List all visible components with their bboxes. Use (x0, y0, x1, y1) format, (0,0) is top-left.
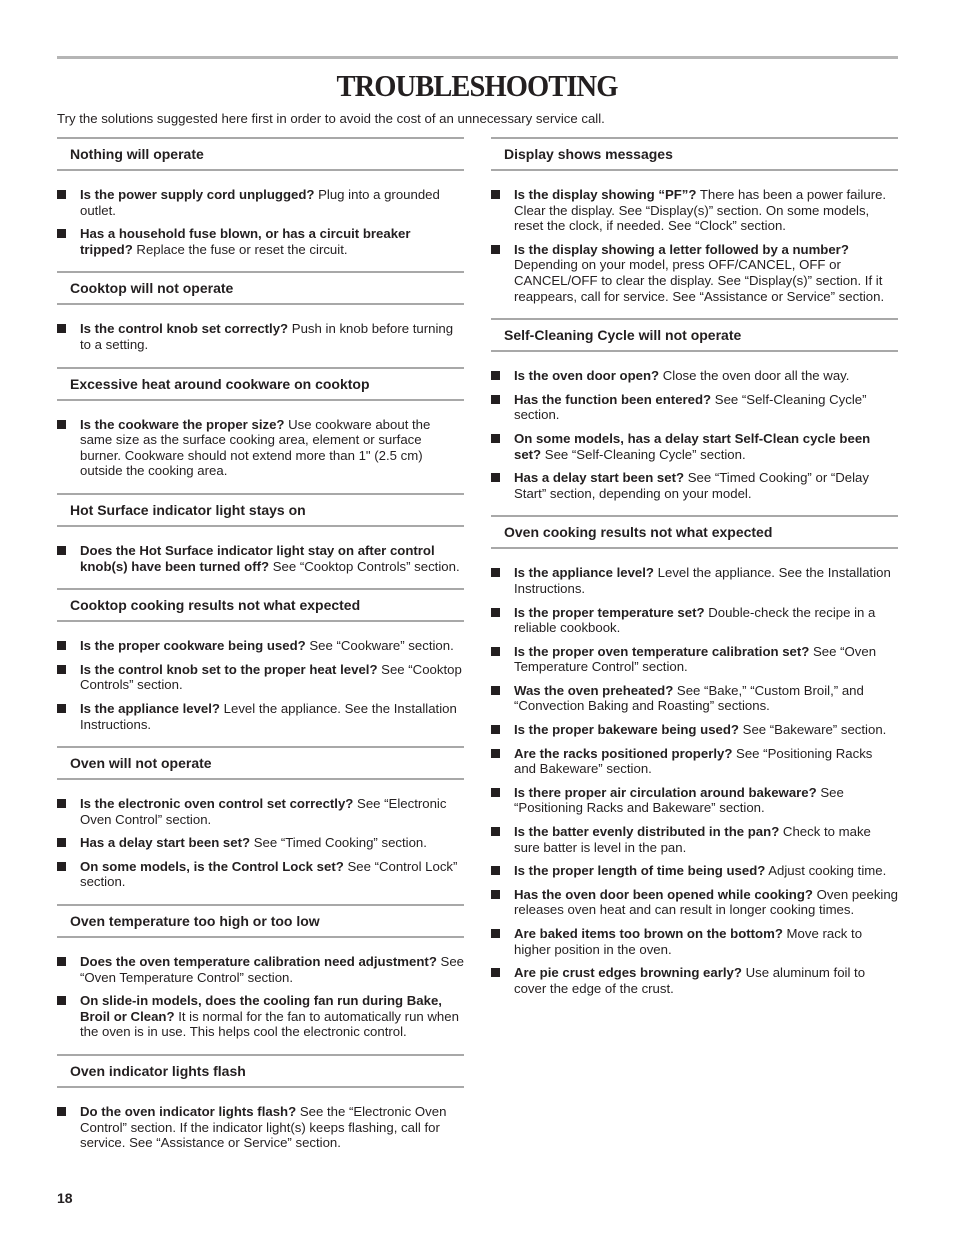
troubleshooting-item (57, 835, 464, 851)
item-answer: See “Bake,” “Custom Broil,” and “Convection Baking and Roasting” sections. (514, 682, 864, 714)
troubleshooting-item (57, 1104, 464, 1151)
intro-text: Try the solutions suggested here first in order to avoid the cost of an unnecessary service call. (57, 111, 605, 126)
section-oven-temperature-too-high-or-too-low (57, 904, 464, 1040)
section-heading: Excessive heat around cookware on cooktop (57, 367, 464, 401)
item-answer: See “Self-Cleaning Cycle” section. (541, 446, 746, 462)
item-answer: See “Positioning Racks and Bakeware” section. (514, 784, 844, 816)
item-question: Is the control knob set correctly? (80, 321, 289, 337)
troubleshooting-item (57, 321, 464, 352)
troubleshooting-item (491, 926, 898, 957)
troubleshooting-item (57, 993, 464, 1040)
item-answer: Check to make sure batter is level in the pan. (514, 824, 871, 855)
section-heading: Hot Surface indicator light stays on (57, 493, 464, 527)
section-oven-indicator-lights-flash (57, 1054, 464, 1151)
troubleshooting-item (491, 431, 898, 462)
item-answer: Move rack to higher position in the oven. (514, 926, 863, 957)
item-question: Is there proper air circulation around bakeware? (514, 784, 817, 800)
item-answer: Double-check the recipe in a reliable cookbook. (514, 604, 876, 636)
troubleshooting-item (57, 859, 464, 890)
troubleshooting-item (57, 638, 464, 654)
square-bullet-icon (57, 420, 66, 429)
section-oven-will-not-operate (57, 746, 464, 890)
square-bullet-icon (491, 568, 500, 577)
troubleshooting-item (491, 722, 898, 738)
item-question: Are baked items too brown on the bottom? (514, 926, 783, 941)
square-bullet-icon (491, 788, 500, 797)
section-cooktop-will-not-operate (57, 271, 464, 352)
page-title: TROUBLESHOOTING (336, 68, 618, 103)
item-question: Has the function been entered? (514, 391, 712, 407)
troubleshooting-item (491, 746, 898, 777)
item-answer: See “Control Lock” section. (80, 858, 458, 890)
square-bullet-icon (491, 245, 500, 254)
item-question: Does the Hot Surface indicator light stay on after control knob(s) have been turned off? (80, 542, 435, 574)
troubleshooting-item (491, 887, 898, 918)
troubleshooting-item (57, 701, 464, 732)
item-question: Has a delay start been set? (514, 470, 685, 486)
item-answer: See “Bakeware” section. (738, 722, 887, 738)
item-question: Is the appliance level? (80, 700, 220, 716)
item-question: Does the oven temperature calibration need adjustment? (80, 954, 437, 970)
square-bullet-icon (491, 725, 500, 734)
troubleshooting-item (491, 785, 898, 816)
section-heading: Nothing will operate (57, 137, 464, 171)
section-heading: Cooktop will not operate (57, 271, 464, 305)
item-answer: Use aluminum foil to cover the edge of the crust. (514, 965, 866, 996)
item-question: On slide-in models, does the cooling fan run during Bake, Broil or Clean? (80, 993, 442, 1024)
top-rule (57, 56, 898, 59)
left-column (57, 137, 464, 1165)
square-bullet-icon (57, 862, 66, 871)
item-question: Is the oven door open? (514, 368, 660, 384)
item-answer: See “Cookware” section. (305, 638, 454, 654)
item-answer: Oven peeking releases oven heat and can result in longer cooking times. (514, 886, 899, 918)
square-bullet-icon (57, 190, 66, 199)
square-bullet-icon (491, 827, 500, 836)
troubleshooting-item (491, 683, 898, 714)
item-answer: Close the oven door all the way. (659, 368, 850, 384)
item-answer: See “Electronic Oven Control” section. (80, 796, 447, 827)
square-bullet-icon (491, 434, 500, 443)
item-question: Is the electronic oven control set correctly? (80, 796, 354, 812)
item-question: Is the cookware the proper size? (80, 416, 285, 432)
item-answer: See “Cooktop Controls” section. (80, 661, 462, 693)
item-question: Is the proper cookware being used? (80, 638, 306, 654)
item-answer: See “Oven Temperature Control” section. (514, 643, 877, 675)
section-display-shows-messages (491, 137, 898, 304)
item-answer: Adjust cooking time. (765, 863, 887, 879)
section-heading: Oven will not operate (57, 746, 464, 780)
item-question: On some models, has a delay start Self-Clean cycle been set? (514, 430, 871, 462)
item-question: Is the display showing a letter followed by a number? (514, 241, 849, 257)
square-bullet-icon (57, 957, 66, 966)
troubleshooting-item (491, 824, 898, 855)
square-bullet-icon (491, 929, 500, 938)
square-bullet-icon (491, 395, 500, 404)
item-answer: Use cookware about the same size as the surface cooking area, element or surface burner. Cookware should not extend more than 1" (2.5 cm) outside the cooking area. (80, 416, 431, 479)
troubleshooting-item (491, 368, 898, 384)
troubleshooting-item (491, 187, 898, 234)
troubleshooting-item (491, 392, 898, 423)
troubleshooting-item (491, 644, 898, 675)
item-question: Is the power supply cord unplugged? (80, 187, 315, 202)
item-question: Is the proper length of time being used? (514, 863, 766, 879)
troubleshooting-item (57, 417, 464, 479)
section-heading: Display shows messages (491, 137, 898, 171)
troubleshooting-item (57, 187, 464, 218)
square-bullet-icon (491, 608, 500, 617)
section-heading: Self-Cleaning Cycle will not operate (491, 318, 898, 352)
item-answer: Replace the fuse or reset the circuit. (132, 241, 348, 257)
item-question: Is the appliance level? (514, 565, 654, 581)
section-nothing-will-operate (57, 137, 464, 257)
item-answer: See “Self-Cleaning Cycle” section. (514, 391, 867, 423)
item-question: Is the proper temperature set? (514, 604, 705, 620)
section-heading: Oven indicator lights flash (57, 1054, 464, 1088)
item-question: Has a delay start been set? (80, 835, 251, 851)
item-answer: Level the appliance. See the Installation Instructions. (80, 700, 457, 732)
item-answer: There has been a power failure. Clear the display. See “Display(s)” section. On some models, reset the clock, if needed. See “Clock” section. (514, 187, 887, 234)
square-bullet-icon (57, 1107, 66, 1116)
item-question: Is the control knob set to the proper heat level? (80, 661, 378, 677)
item-answer: Push in knob before turning to a setting. (80, 321, 454, 352)
square-bullet-icon (491, 647, 500, 656)
item-answer: See “Timed Cooking” or “Delay Start” section, depending on your model. (514, 470, 869, 501)
section-excessive-heat-around-cookware-on-cooktop (57, 367, 464, 479)
square-bullet-icon (57, 996, 66, 1005)
item-question: On some models, is the Control Lock set? (80, 858, 344, 874)
square-bullet-icon (491, 890, 500, 899)
troubleshooting-item (491, 242, 898, 304)
square-bullet-icon (57, 665, 66, 674)
square-bullet-icon (57, 641, 66, 650)
section-heading: Cooktop cooking results not what expected (57, 588, 464, 622)
item-answer: See “Timed Cooking” section. (250, 835, 427, 851)
square-bullet-icon (57, 799, 66, 808)
square-bullet-icon (57, 546, 66, 555)
item-answer: Depending on your model, press OFF/CANCEL, OFF or CANCEL/OFF to clear the display. See “Display(s)” section. If it reappears, call for service. See “Assistance or Service” section. (514, 257, 885, 304)
troubleshooting-item (491, 863, 898, 879)
right-column (491, 137, 898, 1010)
item-question: Has the oven door been opened while cooking? (514, 886, 813, 902)
item-question: Is the proper bakeware being used? (514, 722, 739, 738)
square-bullet-icon (491, 866, 500, 875)
troubleshooting-item (57, 543, 464, 574)
square-bullet-icon (491, 371, 500, 380)
item-answer: See “Positioning Racks and Bakeware” section. (514, 745, 873, 777)
item-question: Is the display showing “PF”? (514, 187, 697, 202)
square-bullet-icon (57, 838, 66, 847)
item-question: Is the batter evenly distributed in the pan? (514, 824, 780, 840)
section-oven-cooking-results-not-what-expected (491, 515, 898, 996)
section-self-cleaning-cycle-will-not-operate (491, 318, 898, 501)
section-heading: Oven cooking results not what expected (491, 515, 898, 549)
troubleshooting-item (491, 565, 898, 596)
troubleshooting-item (57, 796, 464, 827)
item-question: Are the racks positioned properly? (514, 745, 733, 761)
square-bullet-icon (57, 229, 66, 238)
section-cooktop-cooking-results-not-what-expected (57, 588, 464, 732)
item-question: Was the oven preheated? (514, 682, 674, 698)
troubleshooting-item (57, 226, 464, 257)
troubleshooting-item (57, 662, 464, 693)
troubleshooting-item (57, 954, 464, 985)
item-question: Is the proper oven temperature calibration set? (514, 643, 810, 659)
page-number: 18 (57, 1190, 73, 1206)
section-heading: Oven temperature too high or too low (57, 904, 464, 938)
item-question: Are pie crust edges browning early? (514, 965, 742, 981)
item-answer: See “Cooktop Controls” section. (269, 558, 460, 574)
troubleshooting-item (491, 470, 898, 501)
troubleshooting-item (491, 605, 898, 636)
square-bullet-icon (491, 190, 500, 199)
square-bullet-icon (57, 324, 66, 333)
square-bullet-icon (491, 473, 500, 482)
item-answer: See “Oven Temperature Control” section. (80, 954, 465, 985)
square-bullet-icon (491, 749, 500, 758)
item-answer: Level the appliance. See the Installation Instructions. (514, 565, 891, 596)
square-bullet-icon (491, 686, 500, 695)
square-bullet-icon (491, 968, 500, 977)
section-hot-surface-indicator-light-stays-on (57, 493, 464, 574)
item-answer: Plug into a grounded outlet. (80, 187, 440, 218)
troubleshooting-item (491, 965, 898, 996)
item-answer: See the “Electronic Oven Control” section. If the indicator light(s) keeps flashing, call for service. See “Assistance or Service” section. (80, 1104, 447, 1151)
square-bullet-icon (57, 704, 66, 713)
item-question: Has a household fuse blown, or has a circuit breaker tripped? (80, 226, 411, 257)
item-answer: It is normal for the fan to automatically run when the oven is in use. This helps cool the electronic control. (80, 1008, 459, 1040)
item-question: Do the oven indicator lights flash? (80, 1104, 297, 1120)
